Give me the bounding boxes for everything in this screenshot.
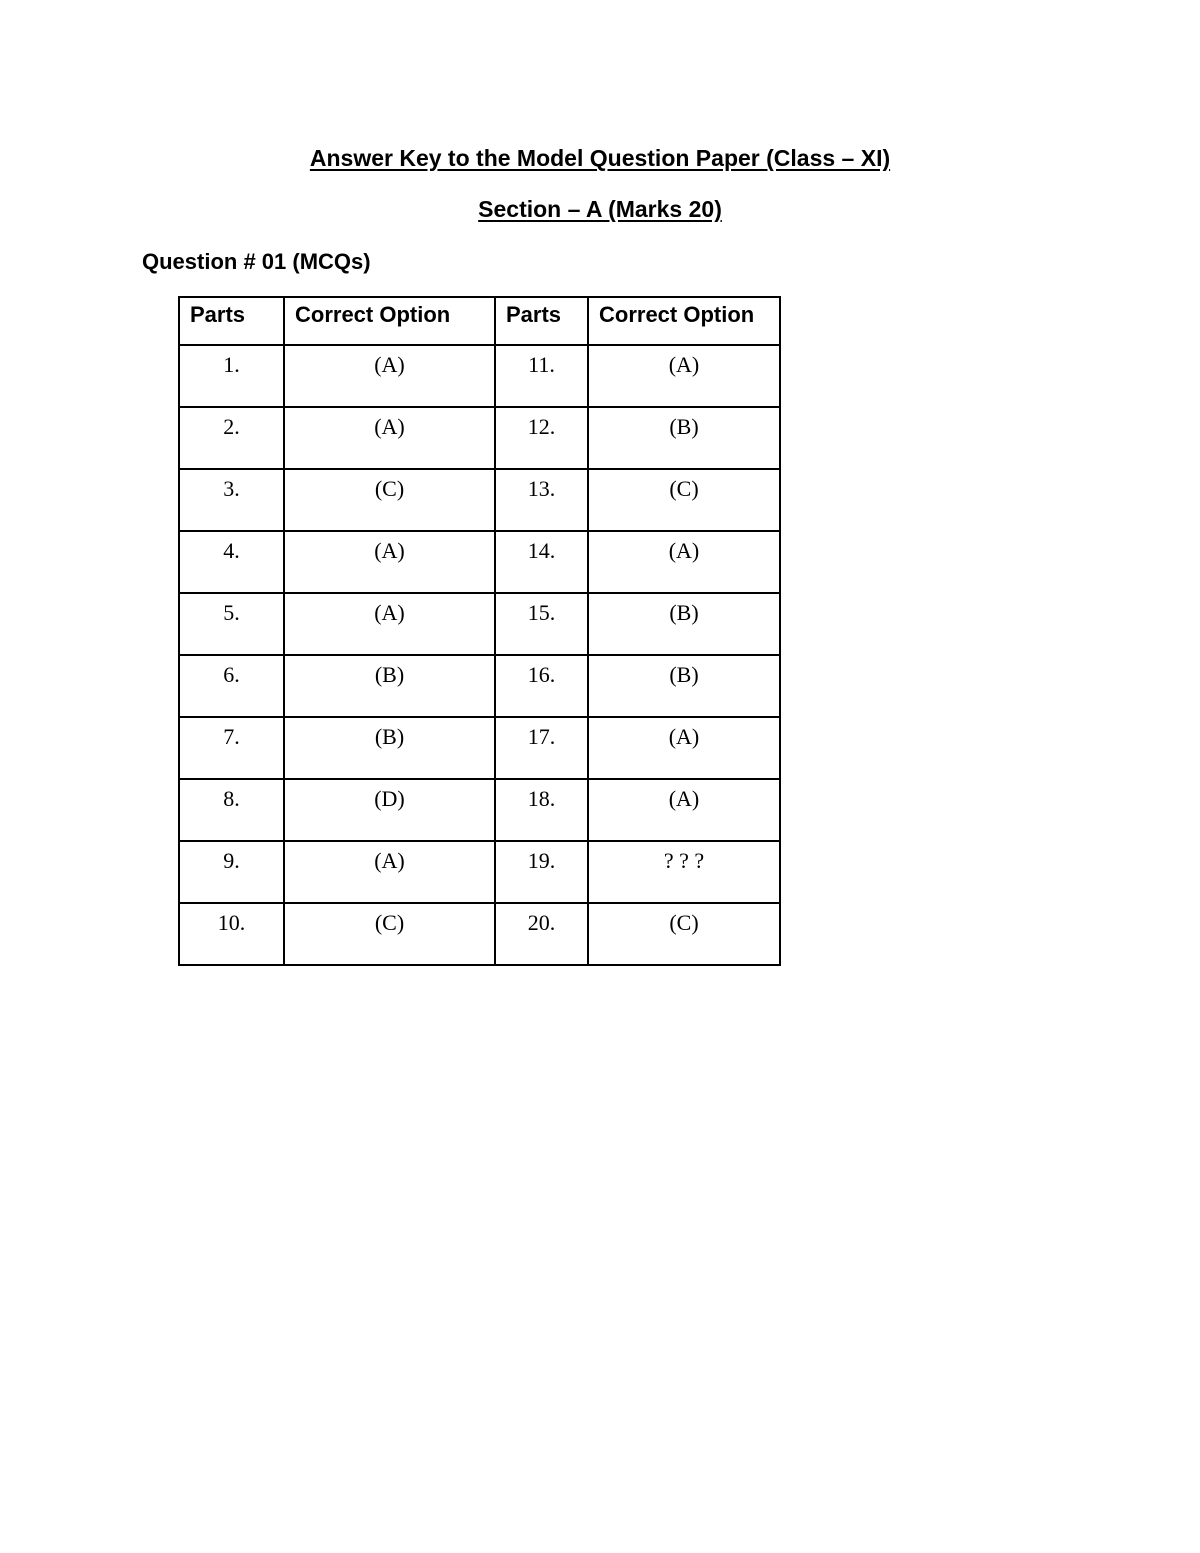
header-parts-left: Parts — [179, 297, 284, 345]
table-row — [179, 717, 780, 779]
correct-option: (A) — [284, 345, 495, 407]
table-row — [179, 531, 780, 593]
part-number: 15. — [495, 593, 588, 655]
table-row — [179, 469, 780, 531]
correct-option: (D) — [284, 779, 495, 841]
part-number: 17. — [495, 717, 588, 779]
part-number: 5. — [179, 593, 284, 655]
correct-option: (A) — [284, 841, 495, 903]
correct-option: (C) — [284, 469, 495, 531]
part-number: 6. — [179, 655, 284, 717]
part-number: 13. — [495, 469, 588, 531]
table-row — [179, 593, 780, 655]
part-number: 1. — [179, 345, 284, 407]
correct-option: (A) — [588, 717, 780, 779]
table-row — [179, 779, 780, 841]
table-row — [179, 345, 780, 407]
correct-option: (A) — [284, 407, 495, 469]
part-number: 14. — [495, 531, 588, 593]
header-parts-right: Parts — [495, 297, 588, 345]
correct-option: (A) — [284, 531, 495, 593]
correct-option: (B) — [284, 717, 495, 779]
part-number: 3. — [179, 469, 284, 531]
header-correct-option-left: Correct Option — [284, 297, 495, 345]
part-number: 8. — [179, 779, 284, 841]
correct-option: (B) — [588, 655, 780, 717]
table-row — [179, 841, 780, 903]
question-heading: Question # 01 (MCQs) — [142, 249, 371, 274]
correct-option: (A) — [284, 593, 495, 655]
section-title: Section – A (Marks 20) — [478, 196, 722, 222]
header-correct-option-right: Correct Option — [588, 297, 780, 345]
part-number: 12. — [495, 407, 588, 469]
part-number: 9. — [179, 841, 284, 903]
correct-option: (C) — [588, 469, 780, 531]
part-number: 16. — [495, 655, 588, 717]
correct-option: (B) — [588, 593, 780, 655]
correct-option: (B) — [284, 655, 495, 717]
part-number: 4. — [179, 531, 284, 593]
part-number: 19. — [495, 841, 588, 903]
table-row — [179, 655, 780, 717]
table-header-row — [179, 297, 780, 345]
part-number: 11. — [495, 345, 588, 407]
correct-option: ? ? ? — [588, 841, 780, 903]
document-title: Answer Key to the Model Question Paper (Class – XI) — [309, 145, 891, 171]
part-number: 2. — [179, 407, 284, 469]
correct-option: (C) — [588, 903, 780, 965]
table-row — [179, 407, 780, 469]
correct-option: (A) — [588, 531, 780, 593]
correct-option: (B) — [588, 407, 780, 469]
table-row — [179, 903, 780, 965]
answer-key-table — [178, 296, 781, 966]
part-number: 7. — [179, 717, 284, 779]
part-number: 18. — [495, 779, 588, 841]
correct-option: (A) — [588, 345, 780, 407]
part-number: 20. — [495, 903, 588, 965]
correct-option: (C) — [284, 903, 495, 965]
correct-option: (A) — [588, 779, 780, 841]
part-number: 10. — [179, 903, 284, 965]
